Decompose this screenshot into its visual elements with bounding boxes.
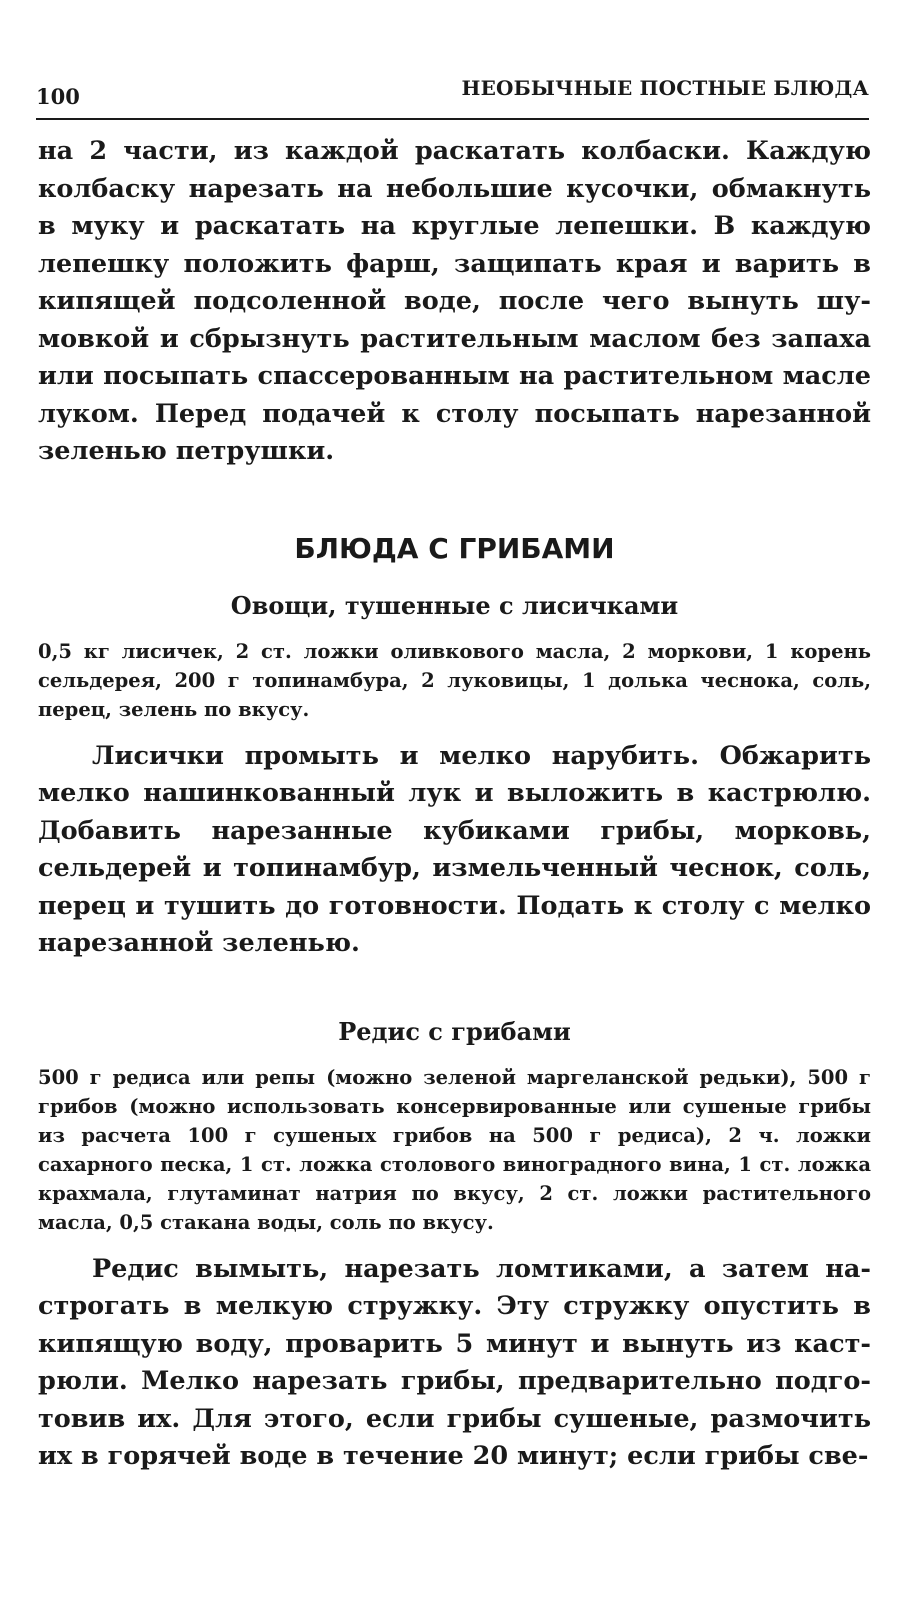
recipe-title-radish-mushrooms: Редис с грибами — [338, 1016, 571, 1046]
section-title: БЛЮДА С ГРИБАМИ — [294, 531, 615, 565]
recipe-method-vegetables-chanterelles: Лисички промыть и мелко нарубить. Обжарить мелко нашинкованный лук и выложить в кастрюлю. Добавить нарезанные кубиками грибы, морковь, сельдерей и топинамбур, измельченный чеснок, соль, перец и тушить до готовности. Подать к столу с мелко нарезанной зеленью. — [38, 740, 871, 958]
recipe-ingredients-vegetables-chanterelles: 0,5 кг лисичек, 2 ст. ложки оливкового масла, 2 моркови, 1 корень сельдерея, 200 г топинамбура, 2 луковицы, 1 долька чеснока, соль, перец, зелень по вкусу. — [38, 639, 871, 721]
recipe-ingredients-radish-mushrooms: 500 г редиса или репы (можно зеленой маргеланской редьки), 500 г грибов (можно использовать консервированные или сушеные грибы из расчета 100 г сушеных грибов на 500 г редиса), 2 ч. ложки сахарного песка, 1 ст. ложка столового виноградного вина, 1 ст. ложка крахмала, глутаминат натрия по вкусу, 2 ст. ложки растительного масла, 0,5 стакана воды, соль по вкусу. — [38, 1065, 871, 1234]
recipe-method-radish-mushrooms: Редис вымыть, нарезать ломтиками, а затем настрогать в мелкую стружку. Эту стружку опустить в кипящую воду, проварить 5 минут и вынуть из кастрюли. Мелко нарезать грибы, предварительно подготовив их. Для этого, если грибы сушеные, размочить их в горячей воде в течение 20 минут; если грибы све- — [38, 1253, 871, 1471]
running-head — [36, 76, 869, 109]
recipe-title-vegetables-chanterelles: Овощи, тушенные с лисичками — [230, 590, 679, 620]
header-rule — [36, 118, 869, 120]
intro-paragraph: на 2 части, из каждой раскатать колбаски. Каждую колбаску нарезать на небольшие кусочки, обмакнуть в муку и раскатать на круглые лепешки. В каждую лепешку положить фарш, защипать края и варить в кипящей подсоленной воде, после чего вынуть шумовкой и сбрызнуть растительным маслом без запаха или посыпать спассерованным на растительном масле луком. Перед подачей к столу посыпать нарезанной зеленью петрушки. — [38, 136, 871, 466]
page-number: 100 — [36, 84, 80, 109]
running-title: НЕОБЫЧНЫЕ ПОСТНЫЕ БЛЮДА — [461, 76, 869, 100]
page-content — [38, 133, 871, 1476]
